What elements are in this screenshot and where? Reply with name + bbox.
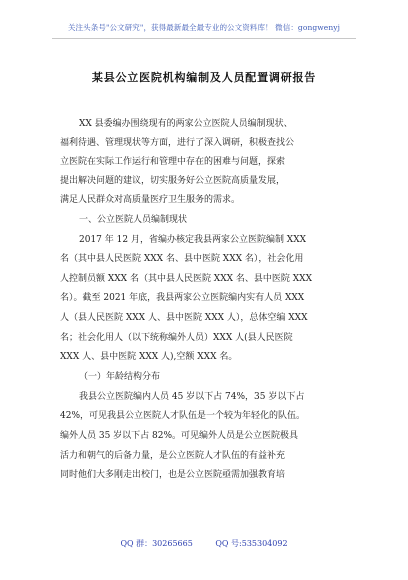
- body-line: 名（其中县人民医院 XXX 名、县中医院 XXX 名），社会化用: [60, 254, 304, 264]
- footer-qq-number: QQ 号:535304092: [215, 539, 288, 548]
- document-title: 某县公立医院机构编制及人员配置调研报告: [91, 71, 317, 84]
- body-line: 福利待遇、管理现状等方面，进行了深入调研，积极查找公: [60, 138, 295, 148]
- body-line: 人控制员额 XXX 名（其中县人民医院 XXX 名、县中医院 XXX: [60, 274, 312, 284]
- body-line: 编外人员 35 岁以下占 82%。可见编外人员是公立医院极具: [60, 431, 299, 441]
- body-line: XXX 人、县中医院 XXX 人),空额 XXX 名。: [60, 352, 238, 362]
- header-banner: 关注头条号"公文研究"，获得最新最全最专业的公文资料库！ 微信：gongwenyj: [67, 23, 341, 32]
- subsection-heading: （一）年龄结构分布: [79, 372, 161, 382]
- body-line: 同时他们大多刚走出校门，也是公立医院亟需加强教育培: [60, 470, 286, 480]
- body-line: 活力和朝气的后备力量，是公立医院人才队伍的有益补充: [60, 451, 286, 461]
- body-line: 我县公立医院编内人员 45 岁以下占 74%，35 岁以下占: [79, 392, 305, 402]
- body-line: 满足人民群众对高质量医疗卫生服务的需求。: [60, 195, 241, 205]
- header-divider: [52, 38, 356, 39]
- body-line: 立医院在实际工作运行和管理中存在的困难与问题，探索: [60, 157, 286, 167]
- body-line: 提出解决问题的建议，切实服务好公立医院高质量发展，: [60, 176, 286, 186]
- body-line: XX 县委编办围绕现有的两家公立医院人员编制现状、: [79, 119, 293, 129]
- footer-contact: [0, 538, 408, 549]
- body-line: 人（县人民医院 XXX 人、县中医院 XXX 人），总体空编 XXX: [60, 313, 308, 323]
- body-line: 42%，可见我县公立医院人才队伍是一个较为年轻化的队伍。: [60, 411, 306, 421]
- section-heading: 一、公立医院人员编制现状: [79, 215, 188, 225]
- body-line: 名）。截至 2021 年底，我县两家公立医院编内实有人员 XXX: [60, 293, 305, 303]
- footer-qq-group: QQ 群：30265665: [120, 539, 193, 548]
- body-line: 名；社会化用人（以下统称编外人员）XXX 人(县人民医院: [60, 333, 293, 343]
- body-line: 2017 年 12 月，省编办核定我县两家公立医院编制 XXX: [79, 235, 307, 245]
